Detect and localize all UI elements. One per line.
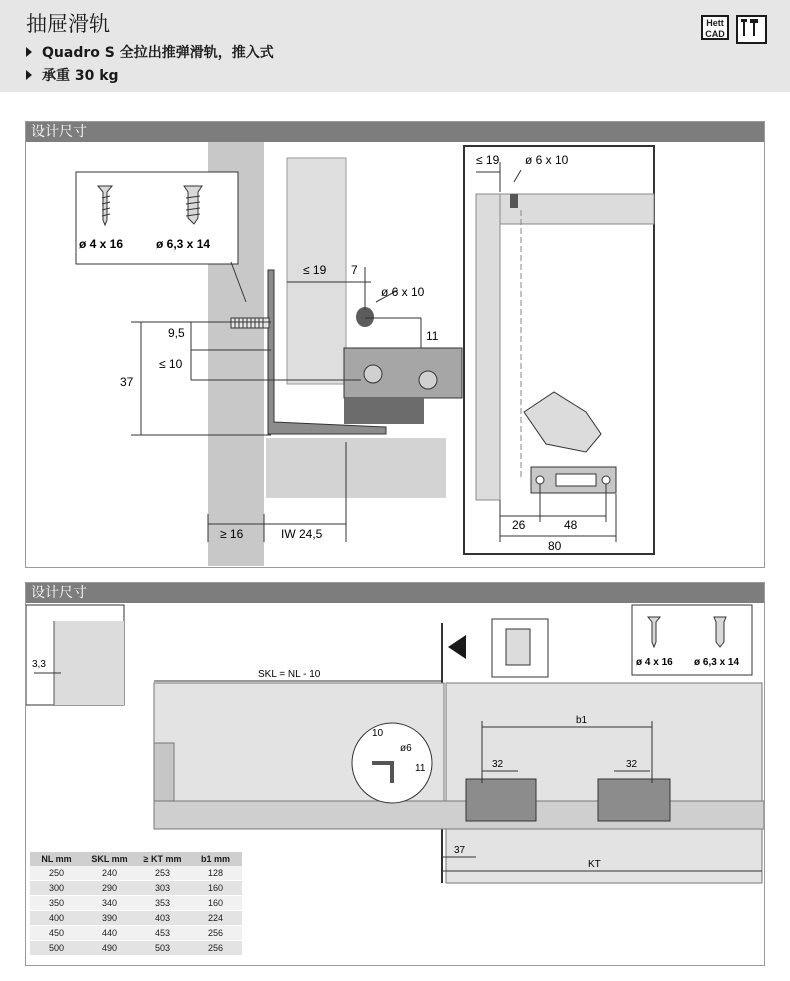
dim-32-b: 32 <box>626 759 638 770</box>
screw-label-b1: ø 4 x 16 <box>636 657 673 668</box>
cell: 256 <box>189 941 242 956</box>
feature-line-2 <box>26 65 119 85</box>
table-row <box>30 866 242 881</box>
table-row <box>30 926 242 941</box>
dim-mag-11: 11 <box>415 763 426 774</box>
rear-clip-1 <box>466 779 536 821</box>
cell: 350 <box>30 896 83 911</box>
table-row <box>30 896 242 911</box>
cell: 500 <box>30 941 83 956</box>
dim-ge-16: ≥ 16 <box>220 527 244 541</box>
col-nl: NL mm <box>30 852 83 866</box>
cell: 160 <box>189 896 242 911</box>
dim-26: 26 <box>512 518 526 532</box>
dim-9-5: 9,5 <box>168 326 185 340</box>
table-row <box>30 881 242 896</box>
dim-le-19: ≤ 19 <box>303 263 327 277</box>
size-table <box>30 852 242 956</box>
adjust-knob <box>419 371 437 389</box>
cell: 256 <box>189 926 242 941</box>
table-row <box>30 941 242 956</box>
drawer-box-icon <box>506 629 530 665</box>
dim-37: 37 <box>120 375 134 389</box>
col-b1: b1 mm <box>189 852 242 866</box>
dim-37-b: 37 <box>454 845 466 856</box>
side-section-diagram <box>26 122 764 567</box>
cell: 403 <box>136 911 189 926</box>
drawer-bottom <box>266 438 446 498</box>
logo-line-1: Hett <box>706 18 724 28</box>
cell: 450 <box>30 926 83 941</box>
page-title: 抽屉滑轨 <box>26 12 110 36</box>
dim-r-6x10: ø 6 x 10 <box>525 153 569 167</box>
dim-r-le-19: ≤ 19 <box>476 153 500 167</box>
col-kt: ≥ KT mm <box>136 852 189 866</box>
cell: 353 <box>136 896 189 911</box>
table-header-row <box>30 852 242 866</box>
table-row <box>30 911 242 926</box>
feature-text-2: 承重 30 kg <box>42 68 119 84</box>
rear-clip-2 <box>598 779 670 821</box>
dim-le-10: ≤ 10 <box>159 357 183 371</box>
feature-line-1 <box>26 42 274 62</box>
bullet-arrow-icon <box>26 70 32 80</box>
dim-kt: KT <box>588 859 601 870</box>
screw-label-1: ø 4 x 16 <box>79 237 124 251</box>
cell: 340 <box>83 896 136 911</box>
locking-device-lower <box>344 398 424 424</box>
feature-text-1: Quadro S 全拉出推弹滑轨，推入式 <box>42 45 274 61</box>
inset-panel <box>54 621 124 705</box>
dim-32-a: 32 <box>492 759 504 770</box>
cell: 300 <box>30 881 83 896</box>
clip-window <box>556 474 596 486</box>
dim-iw: IW 24,5 <box>281 527 323 541</box>
locating-hole <box>510 194 518 208</box>
cell: 503 <box>136 941 189 956</box>
locking-device <box>344 348 462 398</box>
rear-panel-side <box>476 194 500 500</box>
dim-48: 48 <box>564 518 578 532</box>
cell: 400 <box>30 911 83 926</box>
panel-1-title: 设计尺寸 <box>26 122 764 142</box>
cell: 303 <box>136 881 189 896</box>
cell: 290 <box>83 881 136 896</box>
cell: 250 <box>30 866 83 881</box>
cell: 160 <box>189 881 242 896</box>
logo-line-2: CAD <box>705 29 725 39</box>
dim-7: 7 <box>351 263 358 277</box>
dim-6x10: ø 6 x 10 <box>381 285 425 299</box>
cell: 490 <box>83 941 136 956</box>
locking-screw <box>364 365 382 383</box>
panel-2-title: 设计尺寸 <box>26 583 764 603</box>
direction-arrow-icon <box>448 635 466 659</box>
dim-mag-6: ø6 <box>400 743 412 754</box>
cell: 128 <box>189 866 242 881</box>
cell: 253 <box>136 866 189 881</box>
col-skl: SKL mm <box>83 852 136 866</box>
rear-panel-top <box>476 194 654 224</box>
cell: 224 <box>189 911 242 926</box>
dim-80: 80 <box>548 539 562 553</box>
cell: 390 <box>83 911 136 926</box>
hettcad-logo[interactable] <box>701 15 729 40</box>
dim-skl: SKL = NL - 10 <box>258 669 321 680</box>
bullet-arrow-icon <box>26 47 32 57</box>
dim-11: 11 <box>426 329 439 343</box>
dim-b1: b1 <box>576 715 588 726</box>
design-dimensions-panel-1 <box>25 121 765 568</box>
cell: 240 <box>83 866 136 881</box>
cell: 440 <box>83 926 136 941</box>
dim-mag-10: 10 <box>372 728 384 739</box>
screw-label-2: ø 6,3 x 14 <box>156 237 211 251</box>
screw-6-3x14-icon <box>714 617 726 647</box>
dim-3-3: 3,3 <box>32 659 46 670</box>
tools-logo-icon[interactable] <box>736 15 767 44</box>
runner-rail <box>154 801 764 829</box>
screw-label-b2: ø 6,3 x 14 <box>694 657 740 668</box>
header <box>0 0 790 92</box>
wall-screw <box>231 318 269 328</box>
cell: 453 <box>136 926 189 941</box>
